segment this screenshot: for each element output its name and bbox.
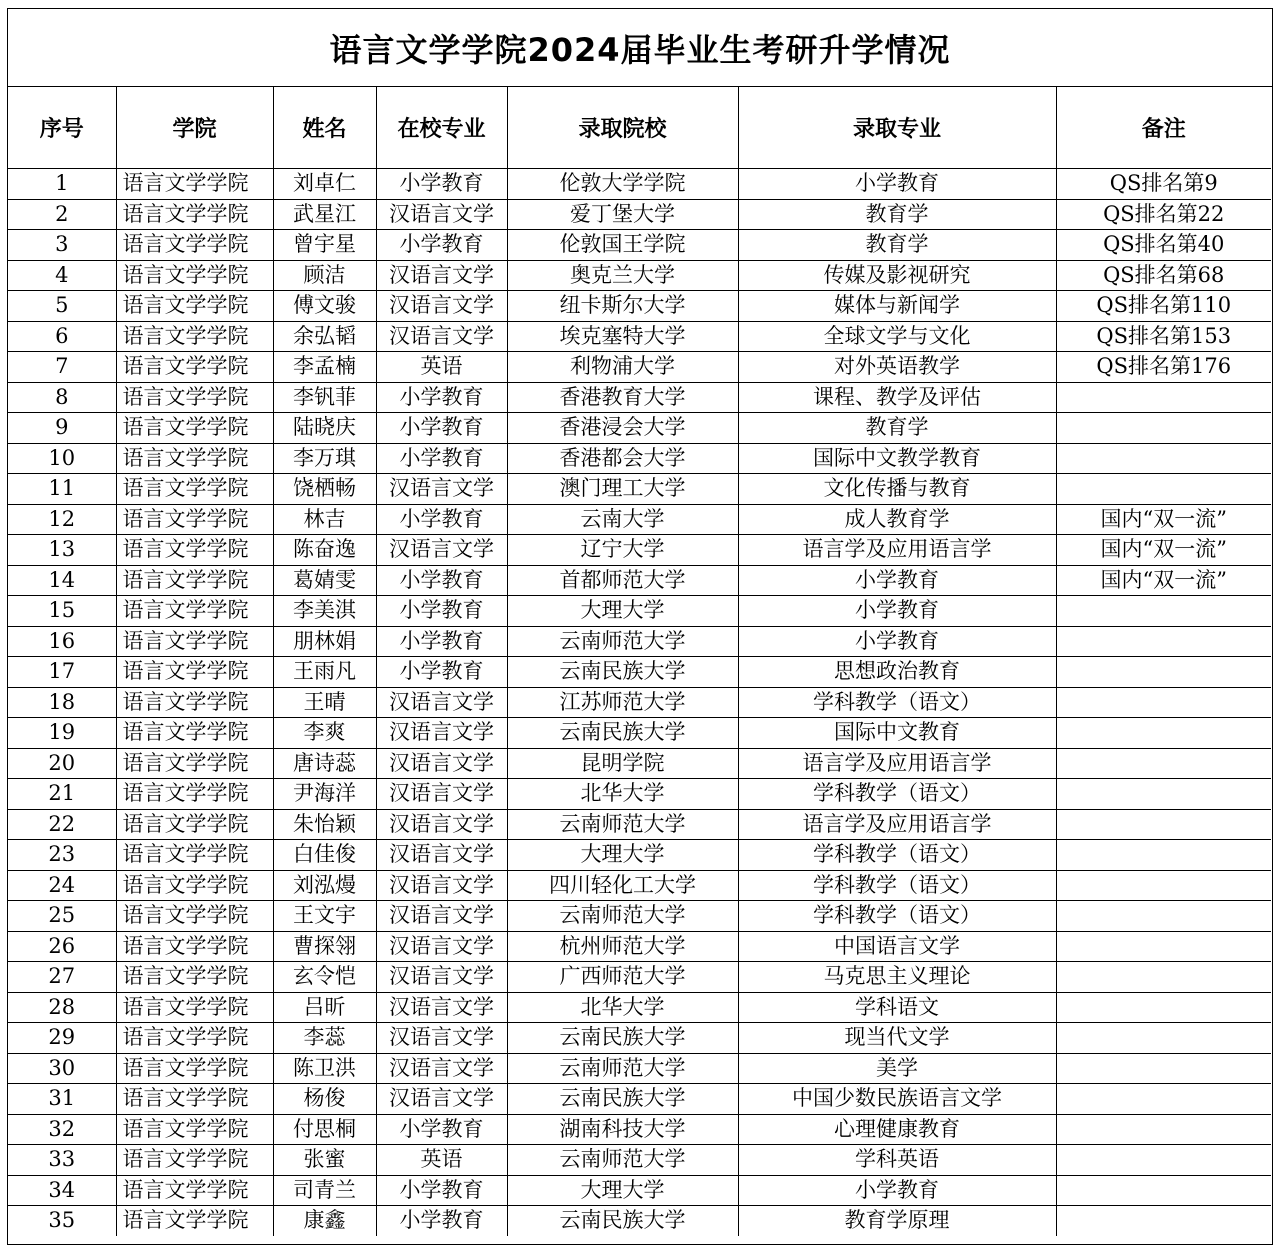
cell-admitted-major: 美学 (738, 1053, 1056, 1084)
cell-index: 4 (8, 260, 116, 291)
cell-admitted-school: 香港都会大学 (507, 443, 738, 474)
cell-name: 李蕊 (273, 1023, 376, 1054)
cell-admitted-major: 中国语言文学 (738, 931, 1056, 962)
cell-admitted-school: 昆明学院 (507, 748, 738, 779)
table-row (8, 291, 1271, 322)
cell-admitted-school: 云南民族大学 (507, 1084, 738, 1115)
cell-major: 汉语言文学 (376, 992, 507, 1023)
cell-college: 语言文学学院 (116, 840, 273, 871)
cell-admitted-school: 云南民族大学 (507, 1023, 738, 1054)
cell-remarks: 国内“双一流” (1056, 565, 1271, 596)
cell-index: 6 (8, 321, 116, 352)
header-major: 在校专业 (376, 87, 507, 169)
cell-index: 27 (8, 962, 116, 993)
table-row (8, 657, 1271, 688)
table-row (8, 565, 1271, 596)
cell-admitted-major: 小学教育 (738, 1175, 1056, 1206)
cell-admitted-major: 对外英语教学 (738, 352, 1056, 383)
cell-college: 语言文学学院 (116, 1023, 273, 1054)
cell-remarks (1056, 962, 1271, 993)
cell-college: 语言文学学院 (116, 1206, 273, 1236)
cell-admitted-school: 江苏师范大学 (507, 687, 738, 718)
cell-admitted-major: 学科教学（语文） (738, 840, 1056, 871)
cell-college: 语言文学学院 (116, 1175, 273, 1206)
cell-index: 30 (8, 1053, 116, 1084)
cell-index: 26 (8, 931, 116, 962)
cell-remarks (1056, 657, 1271, 688)
table-row (8, 535, 1271, 566)
cell-remarks (1056, 1206, 1271, 1236)
table-row (8, 870, 1271, 901)
cell-college: 语言文学学院 (116, 962, 273, 993)
cell-admitted-school: 香港浸会大学 (507, 413, 738, 444)
cell-major: 汉语言文学 (376, 870, 507, 901)
cell-admitted-major: 语言学及应用语言学 (738, 809, 1056, 840)
cell-major: 汉语言文学 (376, 809, 507, 840)
cell-remarks (1056, 413, 1271, 444)
cell-admitted-school: 北华大学 (507, 779, 738, 810)
table-row (8, 1206, 1271, 1236)
cell-major: 汉语言文学 (376, 687, 507, 718)
cell-college: 语言文学学院 (116, 1114, 273, 1145)
cell-remarks (1056, 840, 1271, 871)
table-row (8, 931, 1271, 962)
cell-index: 8 (8, 382, 116, 413)
cell-college: 语言文学学院 (116, 413, 273, 444)
cell-admitted-major: 学科语文 (738, 992, 1056, 1023)
cell-index: 34 (8, 1175, 116, 1206)
cell-admitted-major: 教育学 (738, 199, 1056, 230)
cell-admitted-major: 国际中文教学教育 (738, 443, 1056, 474)
cell-remarks (1056, 1114, 1271, 1145)
cell-remarks (1056, 474, 1271, 505)
cell-index: 25 (8, 901, 116, 932)
cell-remarks (1056, 992, 1271, 1023)
cell-remarks: QS排名第176 (1056, 352, 1271, 383)
cell-index: 24 (8, 870, 116, 901)
cell-admitted-major: 马克思主义理论 (738, 962, 1056, 993)
cell-index: 22 (8, 809, 116, 840)
cell-remarks (1056, 626, 1271, 657)
cell-major: 汉语言文学 (376, 260, 507, 291)
table-row (8, 1023, 1271, 1054)
cell-name: 王雨凡 (273, 657, 376, 688)
cell-admitted-major: 学科教学（语文） (738, 901, 1056, 932)
cell-admitted-major: 教育学原理 (738, 1206, 1056, 1236)
cell-remarks (1056, 687, 1271, 718)
cell-remarks (1056, 809, 1271, 840)
cell-admitted-major: 成人教育学 (738, 504, 1056, 535)
cell-college: 语言文学学院 (116, 504, 273, 535)
cell-remarks (1056, 1145, 1271, 1176)
cell-admitted-school: 利物浦大学 (507, 352, 738, 383)
cell-admitted-school: 埃克塞特大学 (507, 321, 738, 352)
cell-admitted-school: 首都师范大学 (507, 565, 738, 596)
cell-name: 顾洁 (273, 260, 376, 291)
cell-major: 英语 (376, 1145, 507, 1176)
cell-admitted-school: 大理大学 (507, 596, 738, 627)
cell-index: 16 (8, 626, 116, 657)
cell-name: 曾宇星 (273, 230, 376, 261)
cell-major: 小学教育 (376, 596, 507, 627)
table-row (8, 1145, 1271, 1176)
cell-index: 12 (8, 504, 116, 535)
cell-admitted-major: 学科教学（语文） (738, 687, 1056, 718)
table-row (8, 596, 1271, 627)
cell-name: 朱怡颖 (273, 809, 376, 840)
cell-admitted-major: 学科教学（语文） (738, 779, 1056, 810)
cell-name: 王文宇 (273, 901, 376, 932)
header-admitted-major: 录取专业 (738, 87, 1056, 169)
table-row (8, 169, 1271, 200)
cell-college: 语言文学学院 (116, 626, 273, 657)
cell-name: 玄令恺 (273, 962, 376, 993)
cell-college: 语言文学学院 (116, 169, 273, 200)
cell-major: 汉语言文学 (376, 291, 507, 322)
cell-name: 杨俊 (273, 1084, 376, 1115)
table-header-row (8, 87, 1271, 169)
cell-name: 李万琪 (273, 443, 376, 474)
cell-major: 小学教育 (376, 657, 507, 688)
cell-remarks: QS排名第68 (1056, 260, 1271, 291)
cell-index: 33 (8, 1145, 116, 1176)
cell-admitted-school: 伦敦国王学院 (507, 230, 738, 261)
cell-name: 朋林娟 (273, 626, 376, 657)
cell-name: 林吉 (273, 504, 376, 535)
cell-admitted-school: 大理大学 (507, 840, 738, 871)
cell-admitted-school: 云南师范大学 (507, 809, 738, 840)
cell-admitted-major: 全球文学与文化 (738, 321, 1056, 352)
cell-major: 汉语言文学 (376, 199, 507, 230)
table-row (8, 687, 1271, 718)
cell-admitted-school: 四川轻化工大学 (507, 870, 738, 901)
table-row (8, 413, 1271, 444)
cell-college: 语言文学学院 (116, 199, 273, 230)
cell-major: 小学教育 (376, 413, 507, 444)
cell-major: 汉语言文学 (376, 1023, 507, 1054)
table-row (8, 474, 1271, 505)
page-title: 语言文学学院2024届毕业生考研升学情况 (8, 9, 1272, 87)
table-row (8, 260, 1271, 291)
cell-college: 语言文学学院 (116, 535, 273, 566)
cell-name: 李美淇 (273, 596, 376, 627)
cell-admitted-school: 云南师范大学 (507, 626, 738, 657)
cell-admitted-school: 云南师范大学 (507, 1053, 738, 1084)
table-row (8, 718, 1271, 749)
cell-index: 13 (8, 535, 116, 566)
cell-major: 小学教育 (376, 169, 507, 200)
cell-index: 17 (8, 657, 116, 688)
cell-name: 陈奋逸 (273, 535, 376, 566)
cell-remarks: QS排名第153 (1056, 321, 1271, 352)
cell-admitted-school: 广西师范大学 (507, 962, 738, 993)
header-remarks: 备注 (1056, 87, 1271, 169)
cell-name: 张蜜 (273, 1145, 376, 1176)
cell-name: 王晴 (273, 687, 376, 718)
cell-college: 语言文学学院 (116, 870, 273, 901)
cell-remarks (1056, 596, 1271, 627)
cell-remarks (1056, 718, 1271, 749)
cell-remarks: QS排名第110 (1056, 291, 1271, 322)
cell-admitted-major: 小学教育 (738, 626, 1056, 657)
header-admitted-school: 录取院校 (507, 87, 738, 169)
cell-college: 语言文学学院 (116, 260, 273, 291)
cell-admitted-school: 辽宁大学 (507, 535, 738, 566)
cell-admitted-school: 北华大学 (507, 992, 738, 1023)
cell-major: 汉语言文学 (376, 840, 507, 871)
table-row (8, 1084, 1271, 1115)
cell-admitted-major: 媒体与新闻学 (738, 291, 1056, 322)
cell-name: 曹探翎 (273, 931, 376, 962)
cell-admitted-school: 奥克兰大学 (507, 260, 738, 291)
cell-college: 语言文学学院 (116, 779, 273, 810)
cell-admitted-major: 小学教育 (738, 169, 1056, 200)
cell-major: 小学教育 (376, 626, 507, 657)
cell-major: 小学教育 (376, 1175, 507, 1206)
cell-major: 英语 (376, 352, 507, 383)
cell-major: 小学教育 (376, 504, 507, 535)
cell-admitted-major: 小学教育 (738, 565, 1056, 596)
cell-college: 语言文学学院 (116, 474, 273, 505)
cell-admitted-school: 大理大学 (507, 1175, 738, 1206)
cell-remarks (1056, 748, 1271, 779)
header-college: 学院 (116, 87, 273, 169)
cell-college: 语言文学学院 (116, 657, 273, 688)
cell-remarks: QS排名第22 (1056, 199, 1271, 230)
cell-remarks (1056, 901, 1271, 932)
cell-name: 饶栖畅 (273, 474, 376, 505)
cell-name: 李孟楠 (273, 352, 376, 383)
table-row (8, 901, 1271, 932)
cell-name: 刘泓熳 (273, 870, 376, 901)
cell-major: 汉语言文学 (376, 962, 507, 993)
cell-admitted-school: 云南师范大学 (507, 1145, 738, 1176)
cell-index: 28 (8, 992, 116, 1023)
table-row (8, 779, 1271, 810)
cell-admitted-school: 香港教育大学 (507, 382, 738, 413)
document-sheet (7, 8, 1273, 1245)
cell-index: 7 (8, 352, 116, 383)
cell-college: 语言文学学院 (116, 992, 273, 1023)
cell-index: 2 (8, 199, 116, 230)
cell-index: 31 (8, 1084, 116, 1115)
cell-college: 语言文学学院 (116, 718, 273, 749)
cell-admitted-major: 心理健康教育 (738, 1114, 1056, 1145)
cell-name: 武星江 (273, 199, 376, 230)
table-row (8, 1114, 1271, 1145)
cell-major: 小学教育 (376, 443, 507, 474)
cell-college: 语言文学学院 (116, 565, 273, 596)
cell-name: 白佳俊 (273, 840, 376, 871)
cell-remarks (1056, 382, 1271, 413)
cell-major: 汉语言文学 (376, 748, 507, 779)
cell-remarks (1056, 779, 1271, 810)
cell-index: 35 (8, 1206, 116, 1236)
table-row (8, 321, 1271, 352)
cell-name: 唐诗蕊 (273, 748, 376, 779)
cell-remarks: QS排名第9 (1056, 169, 1271, 200)
cell-major: 汉语言文学 (376, 779, 507, 810)
table-row (8, 962, 1271, 993)
cell-admitted-school: 爱丁堡大学 (507, 199, 738, 230)
cell-index: 20 (8, 748, 116, 779)
cell-college: 语言文学学院 (116, 1084, 273, 1115)
cell-major: 小学教育 (376, 230, 507, 261)
cell-admitted-major: 思想政治教育 (738, 657, 1056, 688)
cell-college: 语言文学学院 (116, 901, 273, 932)
cell-admitted-major: 中国少数民族语言文学 (738, 1084, 1056, 1115)
cell-index: 14 (8, 565, 116, 596)
cell-major: 汉语言文学 (376, 931, 507, 962)
cell-college: 语言文学学院 (116, 443, 273, 474)
cell-admitted-major: 文化传播与教育 (738, 474, 1056, 505)
cell-name: 葛婧雯 (273, 565, 376, 596)
cell-college: 语言文学学院 (116, 1053, 273, 1084)
cell-admitted-major: 现当代文学 (738, 1023, 1056, 1054)
cell-name: 傅文骏 (273, 291, 376, 322)
cell-admitted-school: 湖南科技大学 (507, 1114, 738, 1145)
cell-college: 语言文学学院 (116, 352, 273, 383)
cell-index: 11 (8, 474, 116, 505)
cell-major: 汉语言文学 (376, 1084, 507, 1115)
cell-admitted-major: 小学教育 (738, 596, 1056, 627)
cell-admitted-major: 学科英语 (738, 1145, 1056, 1176)
cell-college: 语言文学学院 (116, 291, 273, 322)
table-row (8, 626, 1271, 657)
cell-admitted-major: 语言学及应用语言学 (738, 748, 1056, 779)
cell-index: 19 (8, 718, 116, 749)
cell-college: 语言文学学院 (116, 931, 273, 962)
cell-college: 语言文学学院 (116, 596, 273, 627)
cell-remarks (1056, 443, 1271, 474)
header-index: 序号 (8, 87, 116, 169)
cell-major: 小学教育 (376, 1114, 507, 1145)
cell-remarks: QS排名第40 (1056, 230, 1271, 261)
cell-index: 23 (8, 840, 116, 871)
cell-index: 9 (8, 413, 116, 444)
cell-name: 余弘韬 (273, 321, 376, 352)
cell-college: 语言文学学院 (116, 1145, 273, 1176)
cell-admitted-major: 语言学及应用语言学 (738, 535, 1056, 566)
table-row (8, 230, 1271, 261)
cell-name: 司青兰 (273, 1175, 376, 1206)
cell-index: 15 (8, 596, 116, 627)
cell-college: 语言文学学院 (116, 687, 273, 718)
cell-major: 汉语言文学 (376, 718, 507, 749)
cell-remarks (1056, 931, 1271, 962)
cell-admitted-major: 课程、教学及评估 (738, 382, 1056, 413)
cell-admitted-major: 国际中文教育 (738, 718, 1056, 749)
cell-name: 李钒菲 (273, 382, 376, 413)
table-row (8, 748, 1271, 779)
cell-remarks (1056, 1053, 1271, 1084)
cell-admitted-major: 传媒及影视研究 (738, 260, 1056, 291)
cell-name: 陆晓庆 (273, 413, 376, 444)
cell-admitted-school: 云南师范大学 (507, 901, 738, 932)
cell-name: 刘卓仁 (273, 169, 376, 200)
table-row (8, 199, 1271, 230)
table-row (8, 809, 1271, 840)
cell-index: 1 (8, 169, 116, 200)
table-row (8, 1053, 1271, 1084)
table-row (8, 840, 1271, 871)
cell-major: 汉语言文学 (376, 535, 507, 566)
cell-admitted-school: 澳门理工大学 (507, 474, 738, 505)
cell-remarks (1056, 870, 1271, 901)
cell-admitted-school: 云南大学 (507, 504, 738, 535)
cell-admitted-school: 云南民族大学 (507, 718, 738, 749)
table-row (8, 352, 1271, 383)
cell-name: 陈卫洪 (273, 1053, 376, 1084)
cell-remarks: 国内“双一流” (1056, 504, 1271, 535)
cell-index: 10 (8, 443, 116, 474)
cell-college: 语言文学学院 (116, 809, 273, 840)
cell-index: 29 (8, 1023, 116, 1054)
header-name: 姓名 (273, 87, 376, 169)
cell-name: 付思桐 (273, 1114, 376, 1145)
cell-name: 李爽 (273, 718, 376, 749)
cell-major: 小学教育 (376, 382, 507, 413)
cell-remarks: 国内“双一流” (1056, 535, 1271, 566)
cell-major: 小学教育 (376, 1206, 507, 1236)
cell-admitted-school: 云南民族大学 (507, 657, 738, 688)
cell-college: 语言文学学院 (116, 382, 273, 413)
cell-index: 21 (8, 779, 116, 810)
cell-major: 小学教育 (376, 565, 507, 596)
cell-admitted-school: 杭州师范大学 (507, 931, 738, 962)
table-row (8, 443, 1271, 474)
cell-remarks (1056, 1175, 1271, 1206)
cell-major: 汉语言文学 (376, 321, 507, 352)
cell-admitted-school: 伦敦大学学院 (507, 169, 738, 200)
table-row (8, 992, 1271, 1023)
table-row (8, 1175, 1271, 1206)
cell-name: 吕昕 (273, 992, 376, 1023)
cell-admitted-major: 教育学 (738, 230, 1056, 261)
cell-name: 尹海洋 (273, 779, 376, 810)
cell-remarks (1056, 1084, 1271, 1115)
cell-index: 32 (8, 1114, 116, 1145)
cell-admitted-major: 教育学 (738, 413, 1056, 444)
cell-major: 汉语言文学 (376, 474, 507, 505)
cell-admitted-major: 学科教学（语文） (738, 870, 1056, 901)
admissions-table (8, 87, 1271, 1236)
cell-admitted-school: 纽卡斯尔大学 (507, 291, 738, 322)
cell-index: 18 (8, 687, 116, 718)
cell-remarks (1056, 1023, 1271, 1054)
cell-college: 语言文学学院 (116, 321, 273, 352)
cell-admitted-school: 云南民族大学 (507, 1206, 738, 1236)
cell-index: 5 (8, 291, 116, 322)
cell-name: 康鑫 (273, 1206, 376, 1236)
cell-major: 汉语言文学 (376, 1053, 507, 1084)
table-row (8, 504, 1271, 535)
cell-college: 语言文学学院 (116, 748, 273, 779)
cell-index: 3 (8, 230, 116, 261)
table-row (8, 382, 1271, 413)
cell-college: 语言文学学院 (116, 230, 273, 261)
cell-major: 汉语言文学 (376, 901, 507, 932)
